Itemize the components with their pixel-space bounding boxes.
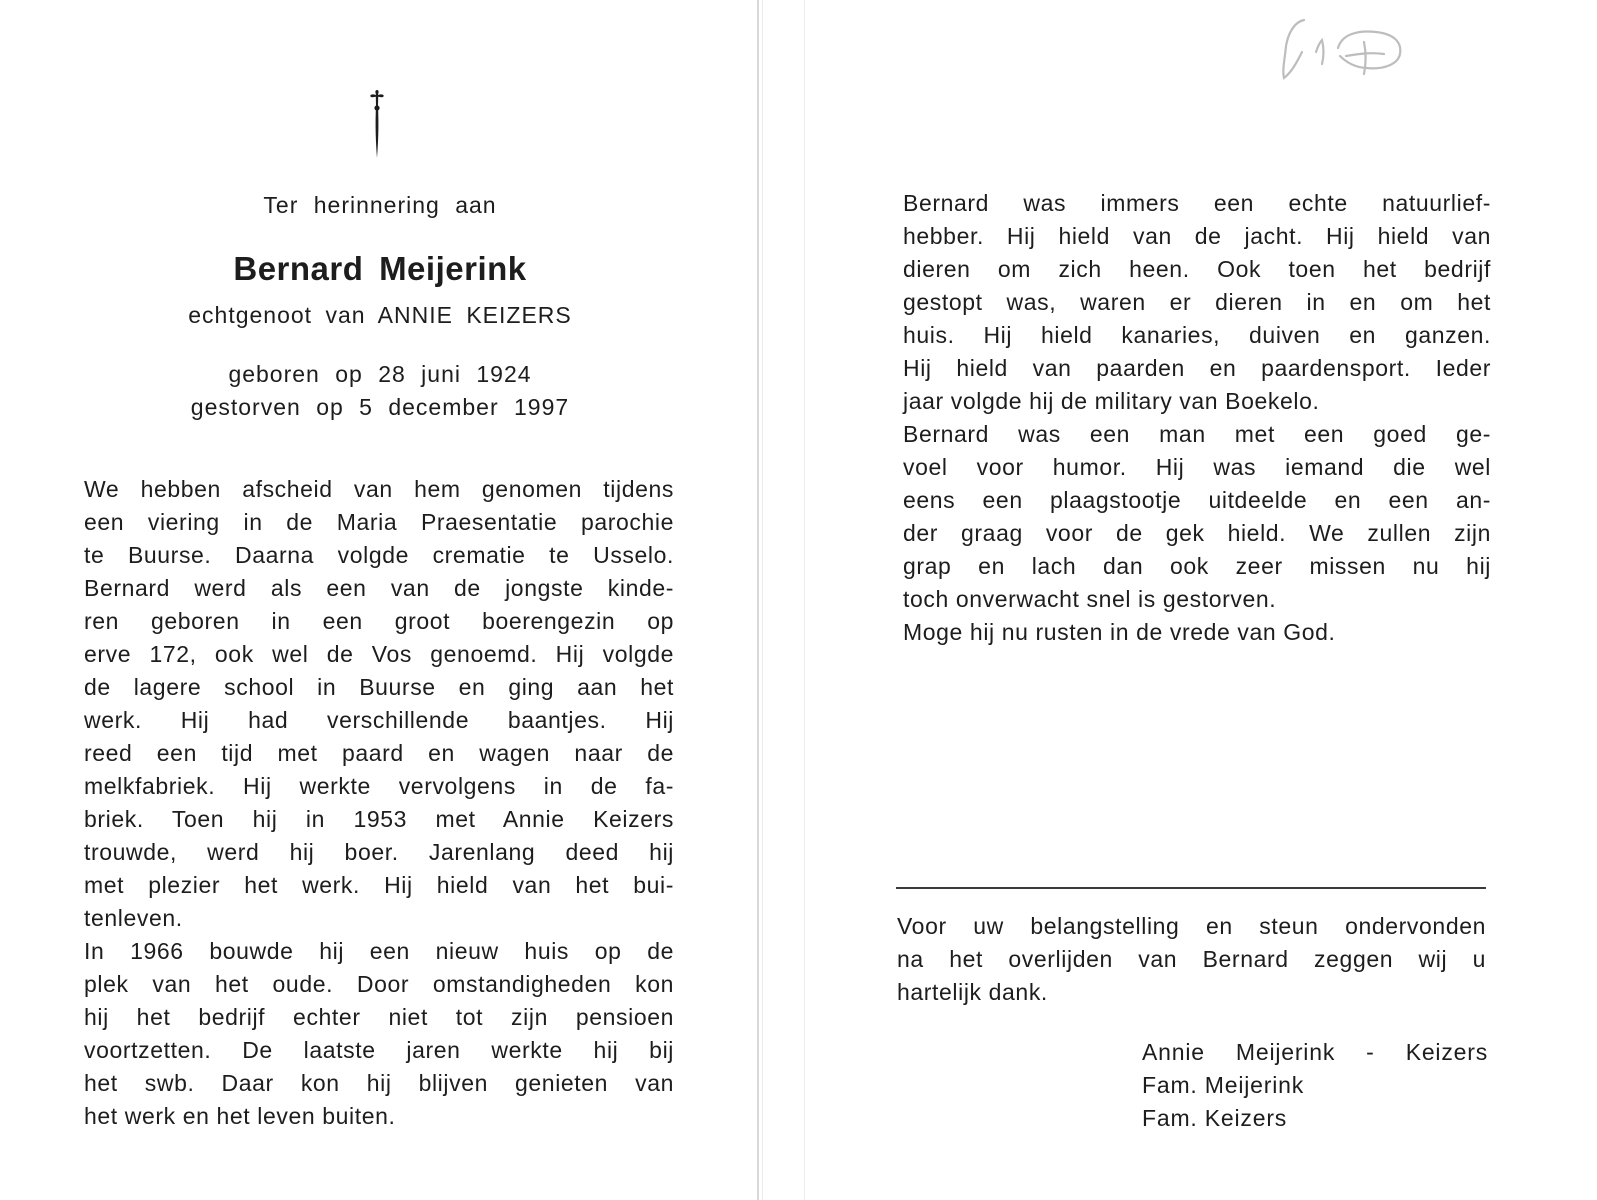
biography-line: werk. Hij had verschillende baantjes. Hij — [84, 707, 674, 733]
biography-line: het swb. Daar kon hij blijven genieten van — [84, 1070, 674, 1096]
thanks-text — [897, 910, 1486, 1009]
biography-line: ren geboren in een groot boerengezin op — [84, 608, 674, 634]
tribute-line: huis. Hij hield kanaries, duiven en ganzen. — [903, 322, 1491, 348]
biography-line: briek. Toen hij in 1953 met Annie Keizers — [84, 806, 674, 832]
thanks-line: Voor uw belangstelling en steun ondervonden — [897, 913, 1486, 939]
tribute-line: grap en lach dan ook zeer missen nu hij — [903, 553, 1491, 579]
biography-line: de lagere school in Buurse en ging aan het — [84, 674, 674, 700]
cross-icon — [360, 88, 394, 160]
tribute-line: Moge hij nu rusten in de vrede van God. — [903, 619, 1336, 645]
tribute-line: Bernard was immers een echte natuurlief- — [903, 190, 1491, 216]
biography-line: een viering in de Maria Praesentatie parochie — [84, 509, 674, 535]
birth-date: geboren op 28 juni 1924 — [228, 361, 532, 387]
tribute-line: voel voor humor. Hij was iemand die wel — [903, 454, 1491, 480]
tribute-line: hebber. Hij hield van de jacht. Hij hield van — [903, 223, 1491, 249]
thanks-line: hartelijk dank. — [897, 979, 1048, 1005]
signature-line: Fam. Keizers — [1142, 1105, 1288, 1131]
signature-line: Fam. Meijerink — [1142, 1072, 1305, 1098]
biography-text — [84, 473, 674, 1133]
deceased-name: Bernard Meijerink — [233, 250, 527, 287]
signatures — [1142, 1036, 1488, 1135]
section-divider — [896, 887, 1486, 889]
biography-line: voortzetten. De laatste jaren werkte hij bij — [84, 1037, 674, 1063]
biography-line: te Buurse. Daarna volgde crematie te Usselo. — [84, 542, 674, 568]
biography-line: We hebben afscheid van hem genomen tijdens — [84, 476, 674, 502]
tribute-line: Bernard was een man met een goed ge- — [903, 421, 1491, 447]
card-fold-line — [757, 0, 759, 1200]
biography-line: Bernard werd als een van de jongste kinde- — [84, 575, 674, 601]
biography-line: plek van het oude. Door omstandigheden kon — [84, 971, 674, 997]
biography-line: tenleven. — [84, 905, 183, 931]
spouse-line: echtgenoot van ANNIE KEIZERS — [188, 302, 572, 328]
biography-line: erve 172, ook wel de Vos genoemd. Hij volgde — [84, 641, 674, 667]
signature-line: Annie Meijerink - Keizers — [1142, 1039, 1488, 1065]
tribute-line: toch onverwacht snel is gestorven. — [903, 586, 1277, 612]
tribute-line: dieren om zich heen. Ook toen het bedrijf — [903, 256, 1491, 282]
intro-line: Ter herinnering aan — [263, 192, 497, 218]
tribute-line: eens een plaagstootje uitdeelde en een an- — [903, 487, 1491, 513]
biography-line: melkfabriek. Hij werkte vervolgens in de fa- — [84, 773, 674, 799]
tribute-line: gestopt was, waren er dieren in en om het — [903, 289, 1491, 315]
death-date: gestorven op 5 december 1997 — [190, 394, 570, 420]
thanks-line: na het overlijden van Bernard zeggen wij u — [897, 946, 1486, 972]
tribute-line: jaar volgde hij de military van Boekelo. — [903, 388, 1320, 414]
biography-line: hij het bedrijf echter niet tot zijn pensioen — [84, 1004, 674, 1030]
biography-line: In 1966 bouwde hij een nieuw huis op de — [84, 938, 674, 964]
biography-line: reed een tijd met paard en wagen naar de — [84, 740, 674, 766]
card-edge-line — [804, 0, 805, 1200]
tribute-line: Hij hield van paarden en paardensport. Ieder — [903, 355, 1491, 381]
biography-line: het werk en het leven buiten. — [84, 1103, 396, 1129]
handwritten-mark — [1272, 12, 1412, 84]
biography-line: trouwde, werd hij boer. Jarenlang deed hij — [84, 839, 674, 865]
card-fold-shadow — [762, 0, 763, 1200]
tribute-text — [903, 187, 1491, 649]
tribute-line: der graag voor de gek hield. We zullen zijn — [903, 520, 1491, 546]
biography-line: met plezier het werk. Hij hield van het bui- — [84, 872, 674, 898]
